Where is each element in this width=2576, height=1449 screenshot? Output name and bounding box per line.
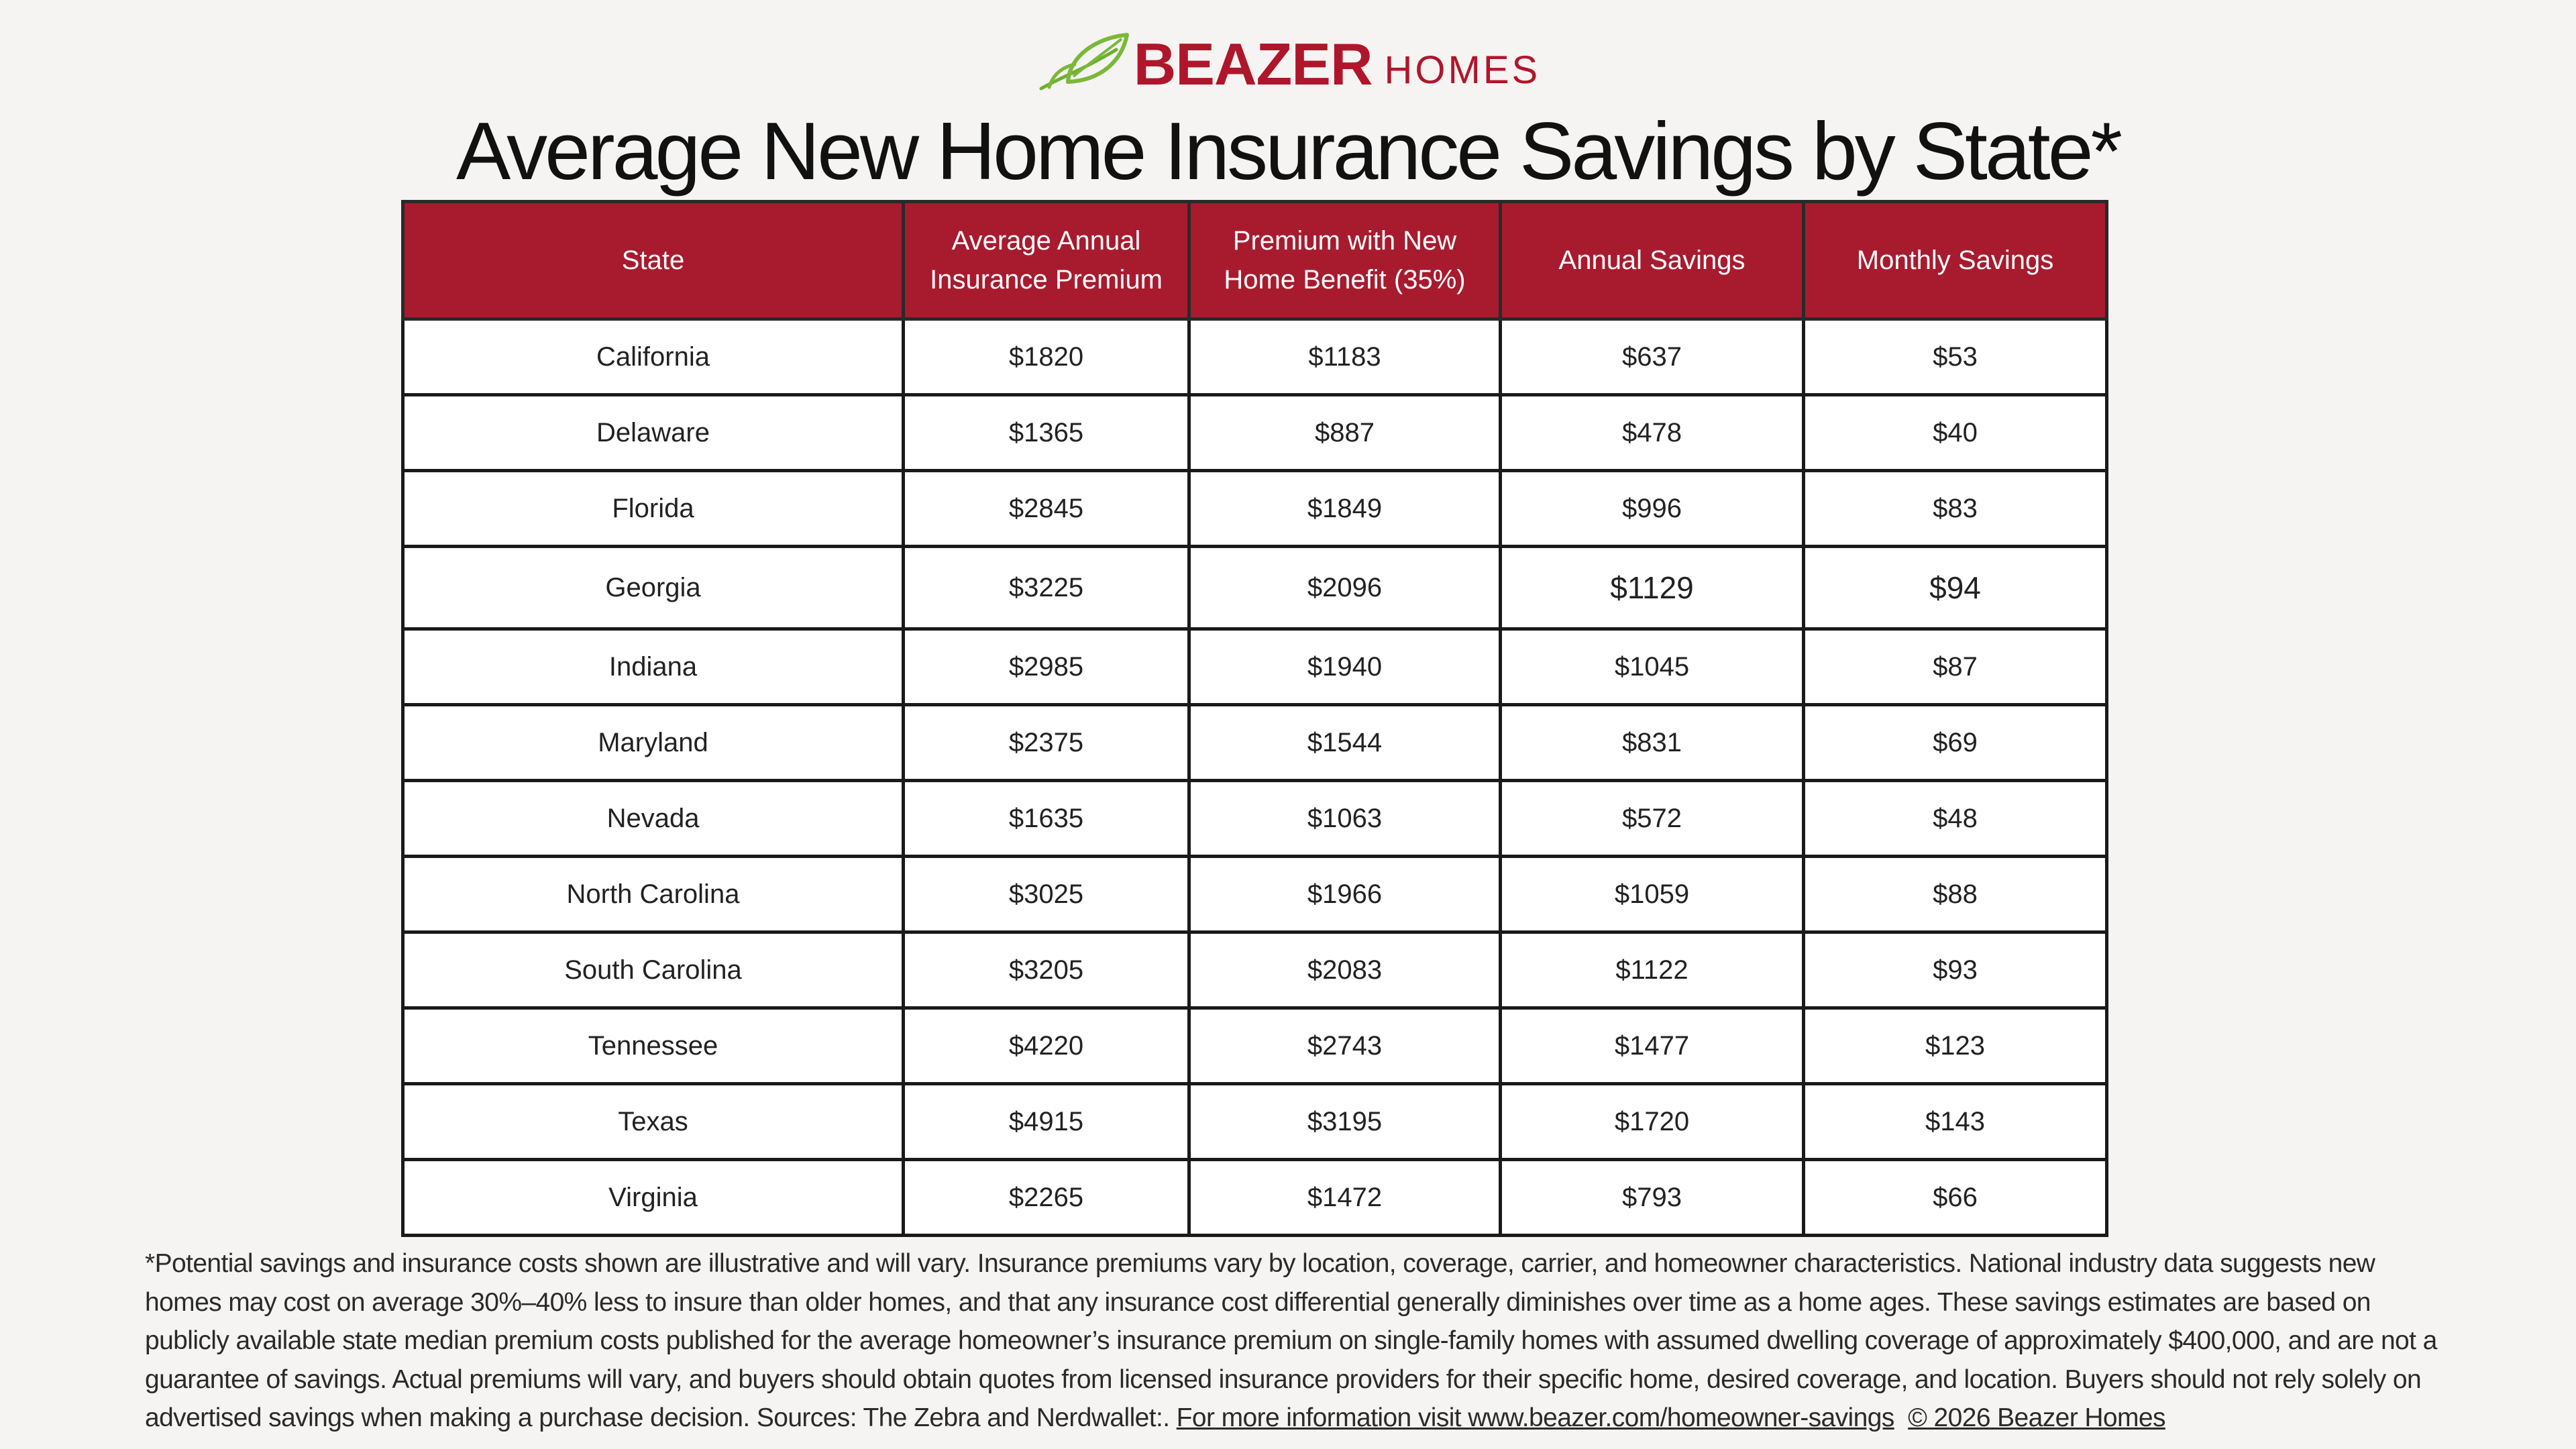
premium-cell: $1635 bbox=[904, 781, 1189, 857]
annual-savings-cell: $1045 bbox=[1501, 629, 1804, 705]
header-state: State bbox=[403, 202, 904, 319]
monthly-savings-cell: $143 bbox=[1804, 1084, 2107, 1160]
monthly-savings-cell: $83 bbox=[1804, 471, 2107, 547]
state-cell: Nevada bbox=[403, 781, 904, 857]
monthly-savings-cell: $48 bbox=[1804, 781, 2107, 857]
table-row bbox=[403, 395, 2107, 471]
annual-savings-cell: $1477 bbox=[1501, 1008, 1804, 1084]
monthly-savings-cell: $94 bbox=[1804, 547, 2107, 629]
annual-savings-cell: $637 bbox=[1501, 319, 1804, 395]
annual-savings-cell: $831 bbox=[1501, 705, 1804, 781]
state-cell: California bbox=[403, 319, 904, 395]
premium-cell: $2985 bbox=[904, 629, 1189, 705]
benefit-premium-cell: $1063 bbox=[1189, 781, 1501, 857]
annual-savings-cell: $1129 bbox=[1501, 547, 1804, 629]
premium-cell: $3025 bbox=[904, 857, 1189, 932]
table-row bbox=[403, 547, 2107, 629]
copyright-text: © 2026 Beazer Homes bbox=[1908, 1403, 2165, 1432]
annual-savings-cell: $572 bbox=[1501, 781, 1804, 857]
header-premium-with-benefit: Premium with New Home Benefit (35%) bbox=[1189, 202, 1501, 319]
table-row bbox=[403, 1084, 2107, 1160]
state-cell: Maryland bbox=[403, 705, 904, 781]
benefit-premium-cell: $2096 bbox=[1189, 547, 1501, 629]
more-info-link[interactable]: For more information visit www.beazer.com/homeowner-savings bbox=[1176, 1403, 1894, 1432]
monthly-savings-cell: $93 bbox=[1804, 932, 2107, 1008]
premium-cell: $3225 bbox=[904, 547, 1189, 629]
premium-cell: $4220 bbox=[904, 1008, 1189, 1084]
disclaimer-text: *Potential savings and insurance costs shown are illustrative and will vary. Insurance premiums vary by location, coverage, carrier, and homeowner characteristics. National industry data suggests new homes may cost on average 30%–40% less to insure than older homes, and that any insurance cost differential generally diminishes over time as a home ages. These savings estimates are based on publicly available state median premium costs published for the average homeowner’s insurance premium on single-family homes with assumed dwelling coverage of approximately $400,000, and are not a guarantee of savings. Actual premiums will vary, and buyers should obtain quotes from licensed insurance providers for their specific home, desired coverage, and location. Buyers should not rely solely on advertised savings when making a purchase decision. Sources: The Zebra and Nerdwallet:. bbox=[145, 1249, 2437, 1432]
leaf-logo-icon bbox=[1036, 30, 1130, 94]
monthly-savings-cell: $87 bbox=[1804, 629, 2107, 705]
annual-savings-cell: $478 bbox=[1501, 395, 1804, 471]
benefit-premium-cell: $1940 bbox=[1189, 629, 1501, 705]
annual-savings-cell: $1059 bbox=[1501, 857, 1804, 932]
state-cell: Indiana bbox=[403, 629, 904, 705]
monthly-savings-cell: $53 bbox=[1804, 319, 2107, 395]
table-row bbox=[403, 705, 2107, 781]
table-row bbox=[403, 857, 2107, 932]
state-cell: Georgia bbox=[403, 547, 904, 629]
table-header-row bbox=[403, 202, 2107, 319]
table-row bbox=[403, 471, 2107, 547]
brand-logo bbox=[0, 28, 2576, 95]
table-row bbox=[403, 319, 2107, 395]
benefit-premium-cell: $2743 bbox=[1189, 1008, 1501, 1084]
benefit-premium-cell: $1849 bbox=[1189, 471, 1501, 547]
monthly-savings-cell: $88 bbox=[1804, 857, 2107, 932]
state-cell: Virginia bbox=[403, 1160, 904, 1236]
premium-cell: $1820 bbox=[904, 319, 1189, 395]
monthly-savings-cell: $40 bbox=[1804, 395, 2107, 471]
premium-cell: $3205 bbox=[904, 932, 1189, 1008]
benefit-premium-cell: $3195 bbox=[1189, 1084, 1501, 1160]
premium-cell: $2375 bbox=[904, 705, 1189, 781]
monthly-savings-cell: $123 bbox=[1804, 1008, 2107, 1084]
premium-cell: $4915 bbox=[904, 1084, 1189, 1160]
page-title: Average New Home Insurance Savings by State* bbox=[455, 105, 2121, 197]
premium-cell: $2265 bbox=[904, 1160, 1189, 1236]
table-row bbox=[403, 932, 2107, 1008]
table-row bbox=[403, 1160, 2107, 1236]
premium-cell: $2845 bbox=[904, 471, 1189, 547]
header-average-annual-premium: Average Annual Insurance Premium bbox=[904, 202, 1189, 319]
savings-table bbox=[401, 200, 2108, 1237]
annual-savings-cell: $996 bbox=[1501, 471, 1804, 547]
disclaimer-footnote bbox=[145, 1244, 2439, 1438]
state-cell: Tennessee bbox=[403, 1008, 904, 1084]
annual-savings-cell: $1720 bbox=[1501, 1084, 1804, 1160]
benefit-premium-cell: $2083 bbox=[1189, 932, 1501, 1008]
header-annual-savings: Annual Savings bbox=[1501, 202, 1804, 319]
header-monthly-savings: Monthly Savings bbox=[1804, 202, 2107, 319]
monthly-savings-cell: $69 bbox=[1804, 705, 2107, 781]
brand-name: BEAZER bbox=[1133, 31, 1373, 97]
state-cell: Texas bbox=[403, 1084, 904, 1160]
brand-suffix: HOMES bbox=[1384, 48, 1541, 92]
benefit-premium-cell: $1966 bbox=[1189, 857, 1501, 932]
benefit-premium-cell: $1472 bbox=[1189, 1160, 1501, 1236]
benefit-premium-cell: $1183 bbox=[1189, 319, 1501, 395]
state-cell: South Carolina bbox=[403, 932, 904, 1008]
table-row bbox=[403, 781, 2107, 857]
state-cell: Delaware bbox=[403, 395, 904, 471]
state-cell: Florida bbox=[403, 471, 904, 547]
benefit-premium-cell: $1544 bbox=[1189, 705, 1501, 781]
state-cell: North Carolina bbox=[403, 857, 904, 932]
annual-savings-cell: $793 bbox=[1501, 1160, 1804, 1236]
annual-savings-cell: $1122 bbox=[1501, 932, 1804, 1008]
table-row bbox=[403, 1008, 2107, 1084]
premium-cell: $1365 bbox=[904, 395, 1189, 471]
table-row bbox=[403, 629, 2107, 705]
monthly-savings-cell: $66 bbox=[1804, 1160, 2107, 1236]
benefit-premium-cell: $887 bbox=[1189, 395, 1501, 471]
